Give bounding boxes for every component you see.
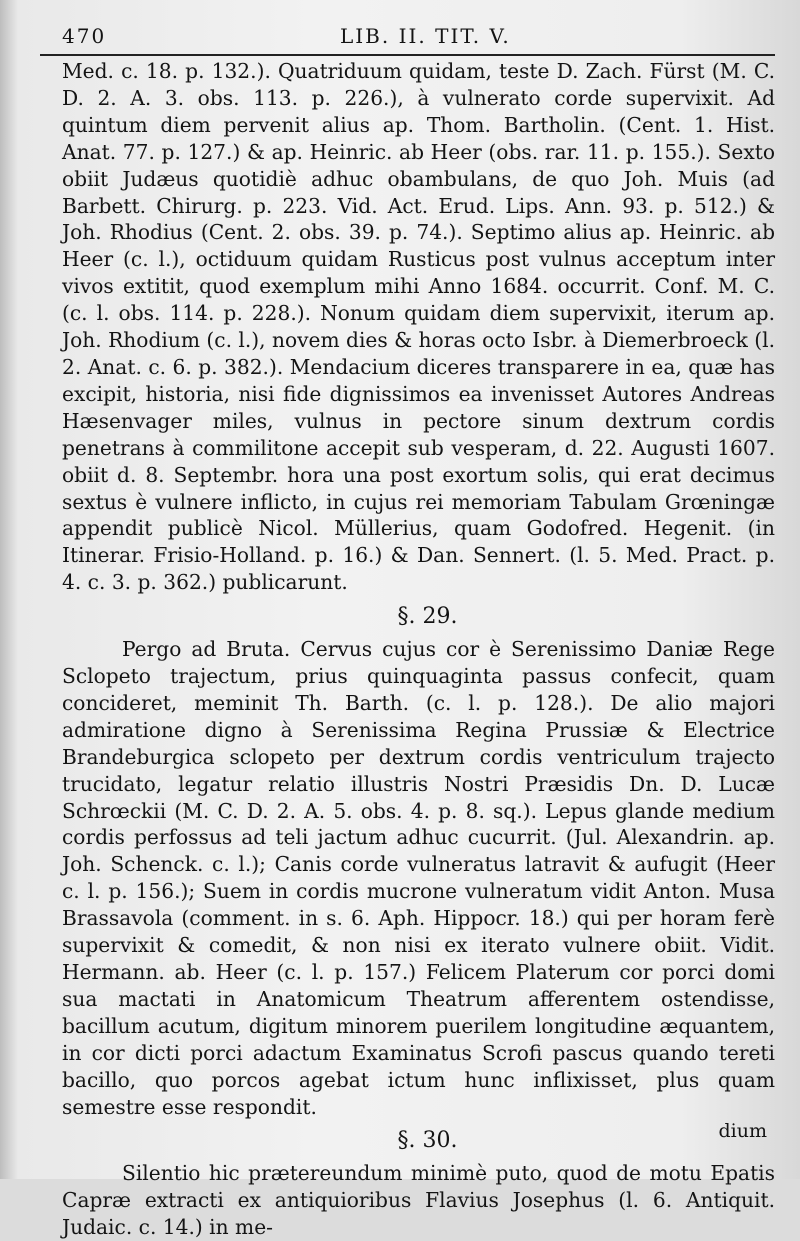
running-title: LIB. II. TIT. V. (340, 24, 511, 48)
paragraph-continuation: Med. c. 18. p. 132.). Quatriduum quidam, teste D. Zach. Fürst (M. C. D. 2. A. 3. obs. 113. p. 226.), à vulnerato corde supervixit. Ad quintum diem pervenit alius ap. Thom. Bartholin. (Cent. 1. Hist. Anat. 77. p. 127.) & ap. Heinric. ab Heer (obs. rar. 11. p. 155.). Sexto obiit Judæus quotidiè adhuc obambulans, de quo Joh. Muis (ad Barbett. Chirurg. p. 223. Vid. Act. Erud. Lips. Ann. 93. p. 512.) & Joh. Rhodius (Cent. 2. obs. 39. p. 74.). Septimo alius ap. Heinric. ab Heer (c. l.), octiduum quidam Rusticus post vulnus acceptum inter vivos extitit, quod exemplum mihi Anno 1684. occurrit. Conf. M. C. (c. l. obs. 114. p. 228.). Nonum quidam diem supervixit, iterum ap. Joh. Rhodium (c. l.), novem dies & horas octo Isbr. à Diemerbroeck (l. 2. Anat. c. 6. p. 382.). Mendacium diceres transparere in ea, quæ has excipit, historia, nisi fide dignissimos ea invenisset Autores Andreas Hæsenvager miles, vulnus in pectore sinum dextrum cordis penetrans à commilitone accepit sub vesperam, d. 22. Augusti 1607. obiit d. 8. Septembr. hora una post exortum solis, qui erat decimus sextus è vulnere inflicto, in cujus rei memoriam Tabulam Grœningæ appendit publicè Nicol. Müllerius, quam Godofred. Hegenit. (in Itinerar. Frisio-Holland. p. 16.) & Dan. Sennert. (l. 5. Med. Pract. p. 4. c. 3. p. 362.) publicarunt. (62, 59, 775, 595)
section-heading-30: §. 30. (397, 1128, 458, 1154)
page-number: 470 (62, 24, 107, 48)
catchword: dium (718, 1120, 767, 1142)
text-block (40, 18, 775, 1240)
paragraph-section-29: Pergo ad Bruta. Cervus cujus cor è Serenissimo Daniæ Rege Sclopeto trajectum, prius quinquaginta passus confecit, quam concideret, meminit Th. Barth. (c. l. p. 128.). De alio majori admiratione digno à Serenissima Regina Prussiæ & Electrice Brandeburgica sclopeto per dextrum cordis ventriculum trajecto trucidato, legatur relatio illustris Nostri Præsidis Dn. D. Lucæ Schrœckii (M. C. D. 2. A. 5. obs. 4. p. 8. sq.). Lepus glande medium cordis perfossus ad teli jactum adhuc cucurrit. (Jul. Alexandrin. ap. Joh. Schenck. c. l.); Canis corde vulneratus latravit & aufugit (Heer c. l. p. 156.); Suem in cordis mucrone vulneratum vidit Anton. Musa Brassavola (comment. in s. 6. Aph. Hippocr. 18.) qui per horam ferè supervixit & comedit, & non nisi ex iterato vulnere obiit. Vidit. Hermann. ab. Heer (c. l. p. 157.) Felicem Platerum cor porci domi sua mactati in Anatomicum Theatrum afferentem ostendisse, bacillum acutum, digitum minorem puerilem longitudine æquantem, in cor dicti porci adactum Examinatus Scrofi pascus quando tereti bacillo, quo porcos agebat ictum hunc inflixisset, plus quam semestre esse respondit. (62, 637, 775, 1119)
paragraph-section-30: Silentio hic prætereundum minimè puto, quod de motu Epatis Capræ extracti ex antiquioribus Flavius Josephus (l. 6. Antiquit. Judaic. c. 14.) in me- (62, 1161, 775, 1240)
page-header (40, 18, 775, 56)
section-heading-29: §. 29. (397, 604, 458, 630)
